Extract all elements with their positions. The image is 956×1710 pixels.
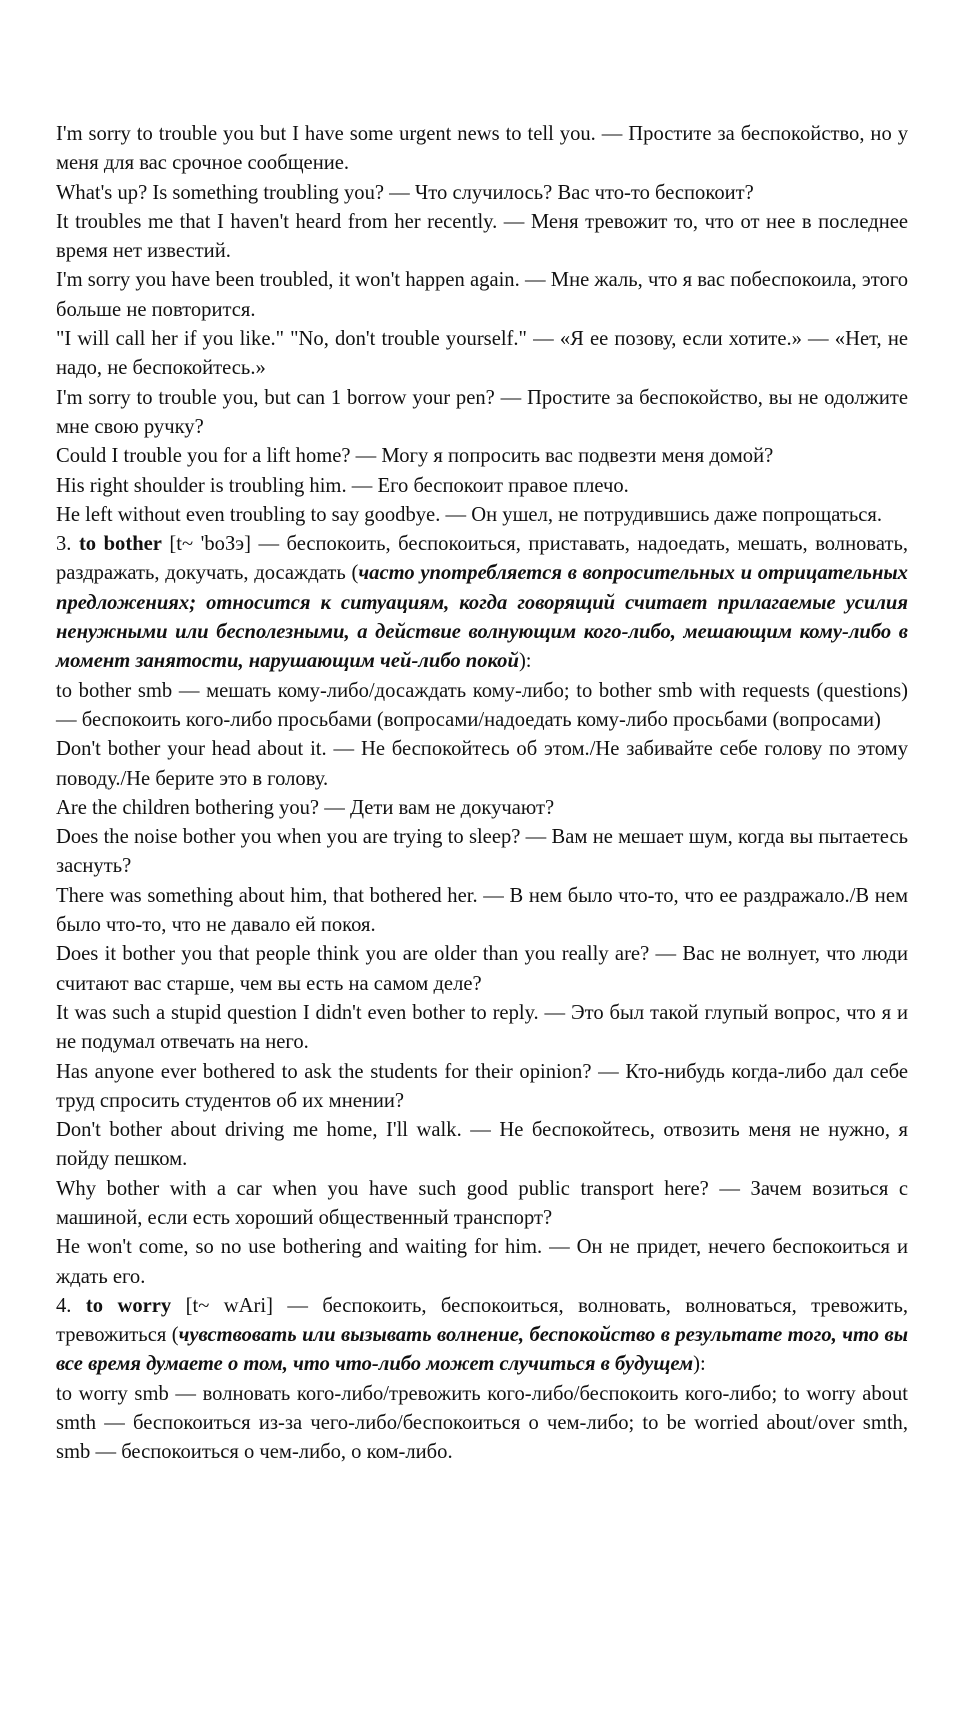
entry-number: 3.	[56, 533, 79, 556]
example-line: Does the noise bother you when you are trying to sleep? — Вам не мешает шум, когда вы пытаетесь заснуть?	[56, 826, 908, 878]
entry-bother	[56, 530, 908, 676]
example-line: He won't come, so no use bothering and waiting for him. — Он не придет, нечего беспокоиться и ждать его.	[56, 1236, 908, 1288]
entry-headword: to worry	[85, 1294, 172, 1317]
document-page	[56, 120, 908, 1468]
example-line: He left without even troubling to say goodbye. — Он ушел, не потрудившись даже попрощаться.	[56, 503, 882, 526]
entry-number: 4.	[56, 1294, 86, 1317]
entry-definition: [t~ 'boЗэ] — беспокоить, беспокоиться, приставать, надоедать, мешать, волновать, раздражать, докучать, досаждать (	[56, 533, 909, 585]
example-line: It troubles me that I haven't heard from her recently. — Меня тревожит то, что от нее в последнее время нет известий.	[56, 210, 908, 263]
example-line: Why bother with a car when you have such good public transport here? — Зачем возиться с машиной, если есть хороший общественный транспорт?	[56, 1177, 908, 1229]
entry-tail: ):	[693, 1353, 706, 1376]
example-line: to bother smb — мешать кому-либо/досаждать кому-либо; to bother smb with requests (questions) — беспокоить кого-либо просьбами (вопросами/надоедать кому-либо просьбами (вопросами)	[56, 679, 908, 731]
entry-headword: to bother	[78, 533, 162, 556]
example-line: I'm sorry to trouble you, but can 1 borrow your pen? — Простите за беспокойство, вы не одолжите мне свою ручку?	[56, 386, 908, 438]
example-line: Has anyone ever bothered to ask the students for their opinion? — Кто-нибудь когда-либо дал себе труд спросить студентов об их мнении?	[56, 1060, 908, 1112]
example-line: There was something about him, that bothered her. — В нем было что-то, что ее раздражало./В нем было что-то, что не давало ей покоя.	[56, 884, 908, 937]
example-line: "I will call her if you like." "No, don't trouble yourself." — «Я ее позову, если хотите.» — «Нет, не надо, не беспокойтесь.»	[56, 328, 908, 380]
example-line: Don't bother your head about it. — Не беспокойтесь об этом./Не забивайте себе голову по этому поводу./Не берите это в голову.	[56, 738, 908, 790]
entry-definition: [t~ wAri] — беспокоить, беспокоиться, волновать, волноваться, тревожить, тревожиться (	[56, 1294, 908, 1347]
entry-usage-note: часто употребляется в вопросительных и отрицательных предложениях; относится к ситуациям, когда говорящий считает прилагаемые усилия ненужными или бесполезными, а действие волнующим кого-либо, мешающим кому-либо в момент занятости, нарушающим чей-либо покой	[56, 562, 908, 673]
entry-usage-note: чувствовать или вызывать волнение, беспокойство в результате того, что вы все время думаете о том, что что-либо может случиться в будущем	[56, 1324, 908, 1376]
entry-tail: ):	[518, 650, 532, 673]
example-line: His right shoulder is troubling him. — Его беспокоит правое плечо.	[56, 474, 629, 497]
example-line: What's up? Is something troubling you? — Что случилось? Вас что-то беспокоит?	[56, 181, 754, 204]
example-line: Could I trouble you for a lift home? — Могу я попросить вас подвезти меня домой?	[56, 445, 774, 468]
example-line: to worry smb — волновать кого-либо/тревожить кого-либо/беспокоить кого-либо; to worry about smth — беспокоиться из-за чего-либо/беспокоиться о чем-либо; to be worried about/over smth, smb — беспокоиться о чем-либо, о ком-либо.	[56, 1382, 908, 1464]
example-line: It was such a stupid question I didn't even bother to reply. — Это был такой глупый вопрос, что я и не подумал отвечать на него.	[56, 1001, 908, 1054]
example-line: I'm sorry you have been troubled, it won't happen again. — Мне жаль, что я вас побеспокоила, этого больше не повторится.	[56, 269, 908, 321]
example-line: Does it bother you that people think you are older than you really are? — Вас не волнует, что люди считают вас старше, чем вы есть на самом деле?	[56, 943, 908, 995]
entry-worry	[56, 1292, 908, 1380]
example-line: Don't bother about driving me home, I'll walk. — Не беспокойтесь, отвозить меня не нужно, я пойду пешком.	[56, 1119, 908, 1171]
example-line: I'm sorry to trouble you but I have some urgent news to tell you. — Простите за беспокойство, но у меня для вас срочное сообщение.	[56, 123, 908, 175]
example-line: Are the children bothering you? — Дети вам не докучают?	[56, 796, 555, 819]
